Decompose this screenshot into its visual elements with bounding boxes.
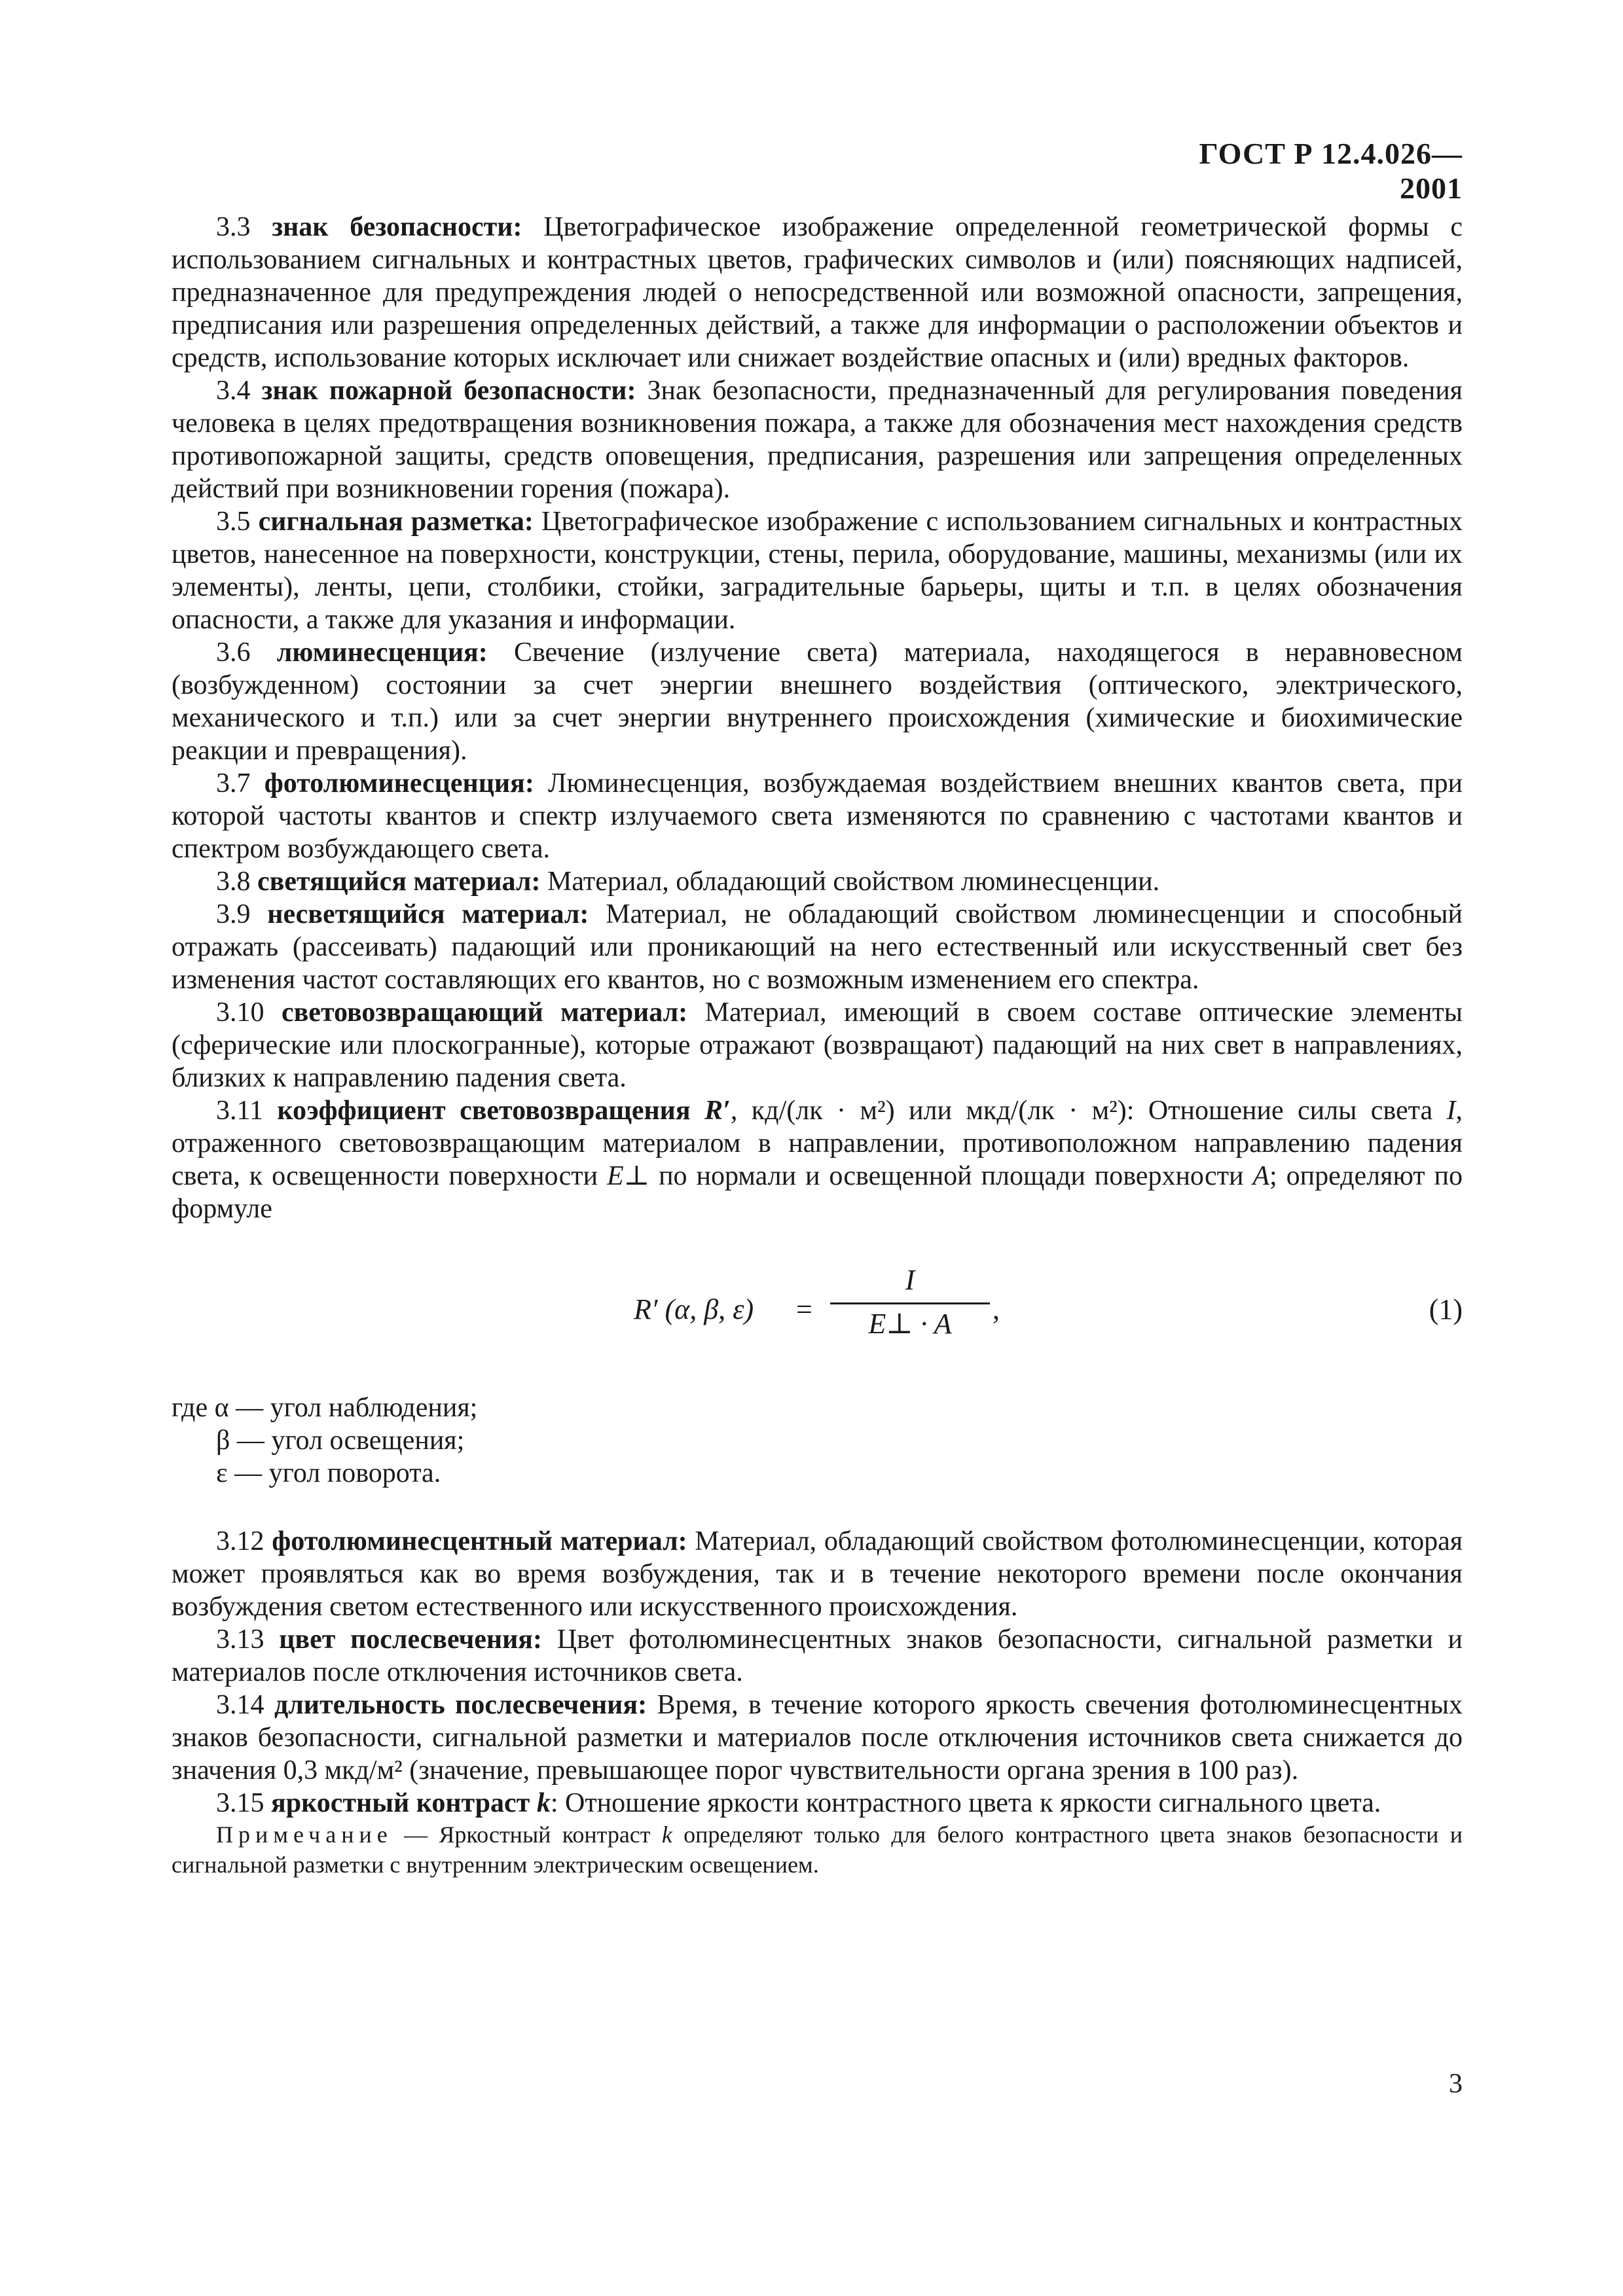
- symbol-e-perp: E⊥: [607, 1161, 650, 1191]
- term: световозвращающий материал:: [281, 997, 688, 1028]
- formula-number: (1): [1429, 1293, 1463, 1325]
- clause-number: 3.13: [216, 1624, 264, 1655]
- definition-text: Материал, обладающий свойством люминесценции.: [547, 867, 1160, 897]
- formula-1: [172, 1261, 1463, 1365]
- definition-3-6: [172, 636, 1463, 767]
- clause-number: 3.10: [216, 997, 264, 1028]
- formula-trail: ,: [993, 1293, 1000, 1325]
- spacer: [172, 1490, 1463, 1525]
- term: сигнальная разметка:: [258, 507, 534, 537]
- term: яркостный контраст: [271, 1788, 530, 1818]
- definition-text: Свечение (излучение света) материала, находящегося в неравновесном (возбужденном) состоянии за счет энергии внешнего воздействия (оптического, электрического, механического и т.п.) или за счет энергии внутреннего происхождения (химические и биохимические реакции и превращения).: [172, 637, 1463, 766]
- definition-text: Материал, не обладающий свойством люминесценции и способный отражать (рассеивать) падающий или проникающий на него естественный или искусственный свет без изменения частот составляющих его квантов, но с возможным изменением его спектра.: [172, 899, 1463, 995]
- definition-text: , отраженного световозвращающим материалом в направлении, противоположном направлению падения света, к освещенности поверхности: [172, 1096, 1463, 1191]
- definition-3-8: [172, 865, 1463, 898]
- clause-number: 3.4: [216, 376, 251, 406]
- where-line-epsilon: ε — угол поворота.: [216, 1458, 441, 1488]
- clause-number: 3.8: [216, 867, 251, 897]
- clause-number: 3.12: [216, 1526, 264, 1556]
- definition-text: Люминесценция, возбуждаемая воздействием внешних квантов света, при которой частоты квантов и спектр излучаемого света изменяются по сравнению с частотами квантов и спектром возбуждающего света.: [172, 768, 1463, 864]
- definition-3-5: [172, 505, 1463, 636]
- definition-text: Цветографическое изображение определенной геометрической формы с использованием сигнальных и контрастных цветов, графических символов и (или) поясняющих надписей, предназначенное для предупреждения людей о непосредственной или возможной опасности, запрещения, предписания или разрешения определенных действий, а также для информации о расположении объектов и средств, использование которых исключает или снижает воздействие опасных и (или) вредных факторов.: [172, 212, 1463, 373]
- definition-3-13: [172, 1623, 1463, 1689]
- definition-3-3: [172, 211, 1463, 374]
- page-number: 3: [1449, 2069, 1463, 2099]
- units-text: , кд/(лк · м²) или мкд/(лк · м²):: [730, 1096, 1135, 1126]
- term: фотолюминесценция:: [264, 768, 534, 798]
- formula-equals: =: [796, 1293, 812, 1325]
- term: длительность послесвечения:: [274, 1690, 647, 1720]
- term: фотолюминесцентный материал:: [272, 1526, 687, 1556]
- term: коэффициент световозвращения: [277, 1096, 691, 1126]
- definition-text: Время, в течение которого яркость свечения фотолюминесцентных знаков безопасности, сигнальной разметки и материалов после отключения источников света снижается до значения 0,3 мкд/м² (значение, превышающее порог чувствительности органа зрения в 100 раз).: [172, 1690, 1463, 1785]
- symbol-k: k: [536, 1788, 551, 1818]
- clause-number: 3.6: [216, 637, 251, 668]
- clause-number: 3.11: [216, 1096, 263, 1126]
- definition-text: Цветографическое изображение с использованием сигнальных и контрастных цветов, нанесенное на поверхности, конструкции, стены, перила, оборудование, машины, механизмы (или их элементы), ленты, цепи, столбики, стойки, заградительные барьеры, щиты и т.п. в целях обозначения опасности, а также для указания и информации.: [172, 507, 1463, 635]
- formula-fraction: [830, 1261, 990, 1344]
- definition-text: : Отношение яркости контрастного цвета к яркости сигнального цвета.: [550, 1788, 1381, 1818]
- formula-lhs: R′ (α, β, ε): [634, 1293, 754, 1325]
- where-line-beta: β — угол освещения;: [216, 1426, 465, 1456]
- definition-3-15: [172, 1787, 1463, 1820]
- definition-3-4: [172, 374, 1463, 505]
- symbol-i: I: [1446, 1096, 1456, 1126]
- definition-3-14: [172, 1689, 1463, 1787]
- definition-text: Отношение силы света: [1148, 1096, 1433, 1126]
- definition-text: по нормали и освещенной площади поверхности: [659, 1161, 1244, 1191]
- document-body: [172, 211, 1463, 1880]
- symbol-r-prime: R′: [704, 1096, 731, 1126]
- definition-3-12: [172, 1525, 1463, 1623]
- clause-number: 3.15: [216, 1788, 264, 1818]
- term: знак пожарной безопасности:: [261, 376, 636, 406]
- definition-3-7: [172, 767, 1463, 865]
- note-label: Примечание: [216, 1821, 393, 1848]
- clause-number: 3.14: [216, 1690, 264, 1720]
- term: люминесценция:: [276, 637, 488, 668]
- clause-number: 3.3: [216, 212, 251, 242]
- term: знак безопасности:: [272, 212, 522, 242]
- clause-number: 3.7: [216, 768, 251, 798]
- clause-number: 3.9: [216, 899, 251, 929]
- note-text: — Яркостный контраст: [392, 1821, 662, 1848]
- definition-text: Знак безопасности, предназначенный для регулирования поведения человека в целях предотвращения возникновения пожара, а также для обозначения мест нахождения средств противопожарной защиты, средств оповещения, предписания, разрешения или запрещения определенных действий при возникновении горения (пожара).: [172, 376, 1463, 504]
- definition-3-11: [172, 1094, 1463, 1225]
- term: светящийся материал:: [257, 867, 541, 897]
- where-line-alpha: где α — угол наблюдения;: [172, 1393, 478, 1423]
- note-text: определяют только для белого контрастного цвета знаков безопасности и сигнальной разметки с внутренним электрическим освещением.: [172, 1821, 1463, 1878]
- formula-numerator: I: [905, 1264, 915, 1296]
- symbol-a: A: [1252, 1161, 1270, 1191]
- clause-number: 3.5: [216, 507, 251, 537]
- definition-text: Цвет фотолюминесцентных знаков безопасности, сигнальной разметки и материалов после отключения источников света.: [172, 1624, 1463, 1687]
- document-header: ГОСТ Р 12.4.026—2001: [1199, 137, 1463, 205]
- symbol-k: k: [661, 1821, 672, 1848]
- definition-3-9: [172, 898, 1463, 996]
- definition-text: ; определяют по формуле: [172, 1161, 1463, 1224]
- note: [172, 1820, 1463, 1880]
- definition-text: Материал, имеющий в своем составе оптические элементы (сферические или плоскогранные), которые отражают (возвращают) падающий на них свет в направлениях, близких к направлению падения света.: [172, 997, 1463, 1093]
- definition-text: Материал, обладающий свойством фотолюминесценции, которая может проявляться как во время возбуждения, так и в течение некоторого времени после окончания возбуждения светом естественного или искусственного происхождения.: [172, 1526, 1463, 1622]
- term: несветящийся материал:: [267, 899, 589, 929]
- term: цвет послесвечения:: [279, 1624, 543, 1655]
- definition-3-10: [172, 996, 1463, 1094]
- formula-denominator: E⊥ · A: [868, 1308, 952, 1340]
